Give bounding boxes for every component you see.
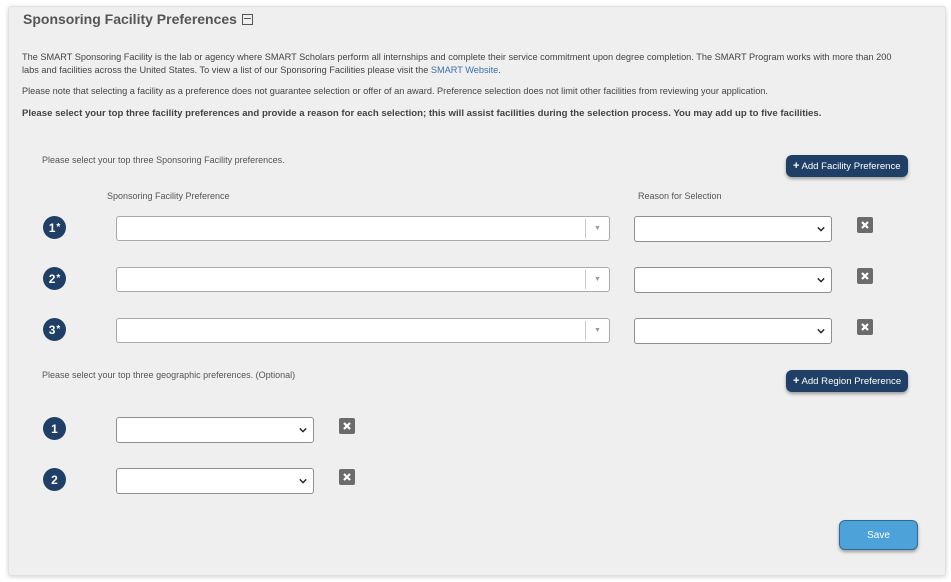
- close-icon: [342, 421, 352, 431]
- chevron-down-icon: [817, 225, 825, 233]
- section-title-wrapper: [23, 11, 253, 27]
- region-row-number-1: [43, 417, 66, 440]
- facility-select-1[interactable]: [116, 216, 610, 241]
- chevron-down-icon: [817, 276, 825, 284]
- add-facility-preference-button[interactable]: [786, 155, 908, 177]
- facility-select-2[interactable]: [116, 267, 610, 292]
- section-title: Sponsoring Facility Preferences: [23, 11, 237, 27]
- smart-website-link[interactable]: SMART Website: [430, 65, 499, 75]
- remove-region-2-button[interactable]: [339, 469, 355, 485]
- chevron-down-icon: [299, 426, 307, 434]
- region-select-2[interactable]: [116, 468, 314, 494]
- plus-icon: +: [793, 160, 800, 172]
- intro-text: The SMART Sponsoring Facility is the lab or agency where SMART Scholars perform all internships and complete their service commitment upon degree completion. The SMART Program works with more than 200 labs and facilities across the United States. To view a list of our Sponsoring Facilities please visit the: [22, 52, 892, 75]
- close-icon: [860, 322, 870, 332]
- reason-select-2[interactable]: [634, 267, 832, 293]
- chevron-down-icon: [299, 477, 307, 485]
- remove-facility-2-button[interactable]: [857, 268, 873, 284]
- add-region-preference-button[interactable]: [786, 370, 908, 392]
- facility-column-header: Sponsoring Facility Preference: [107, 191, 230, 201]
- row-number: 1: [48, 220, 56, 235]
- required-marker: *: [56, 324, 61, 335]
- row-number: 3: [48, 322, 56, 337]
- add-region-label: Add Region Preference: [801, 376, 902, 387]
- chevron-down-icon: [817, 327, 825, 335]
- instruction-paragraph: Please select your top three facility preferences and provide a reason for each selection; this will assist facilities during the selection process. You may add up to five facilities.: [22, 108, 822, 119]
- dropdown-arrow-icon[interactable]: ▼: [585, 321, 609, 340]
- required-marker: *: [56, 273, 61, 284]
- note-paragraph: Please note that selecting a facility as a preference does not guarantee selection or offer of an award. Preference selection does not limit other facilities from reviewing your application.: [22, 86, 768, 96]
- plus-icon: +: [793, 375, 800, 387]
- remove-facility-3-button[interactable]: [857, 319, 873, 335]
- facility-row-number-2: [43, 267, 66, 290]
- save-button[interactable]: Save: [839, 520, 918, 550]
- facility-prompt: Please select your top three Sponsoring Facility preferences.: [42, 155, 285, 165]
- facility-row-number-1: [43, 216, 66, 239]
- row-number: 1: [51, 421, 58, 436]
- remove-region-1-button[interactable]: [339, 418, 355, 434]
- row-number: 2: [51, 472, 58, 487]
- region-row-number-2: [43, 468, 66, 491]
- region-select-1[interactable]: [116, 417, 314, 443]
- reason-select-3[interactable]: [634, 318, 832, 344]
- close-icon: [860, 220, 870, 230]
- collapse-icon[interactable]: [242, 14, 253, 25]
- close-icon: [342, 472, 352, 482]
- reason-select-1[interactable]: [634, 216, 832, 242]
- region-prompt: Please select your top three geographic preferences. (Optional): [42, 370, 296, 380]
- facility-row-number-3: [43, 318, 66, 341]
- intro-period: .: [498, 65, 501, 75]
- reason-column-header: Reason for Selection: [638, 191, 722, 201]
- dropdown-arrow-icon[interactable]: ▼: [585, 270, 609, 289]
- close-icon: [860, 271, 870, 281]
- dropdown-arrow-icon[interactable]: ▼: [585, 219, 609, 238]
- add-facility-label: Add Facility Preference: [801, 161, 901, 172]
- facility-select-3[interactable]: [116, 318, 610, 343]
- required-marker: *: [56, 222, 61, 233]
- row-number: 2: [48, 271, 56, 286]
- intro-paragraph: [22, 51, 902, 77]
- remove-facility-1-button[interactable]: [857, 217, 873, 233]
